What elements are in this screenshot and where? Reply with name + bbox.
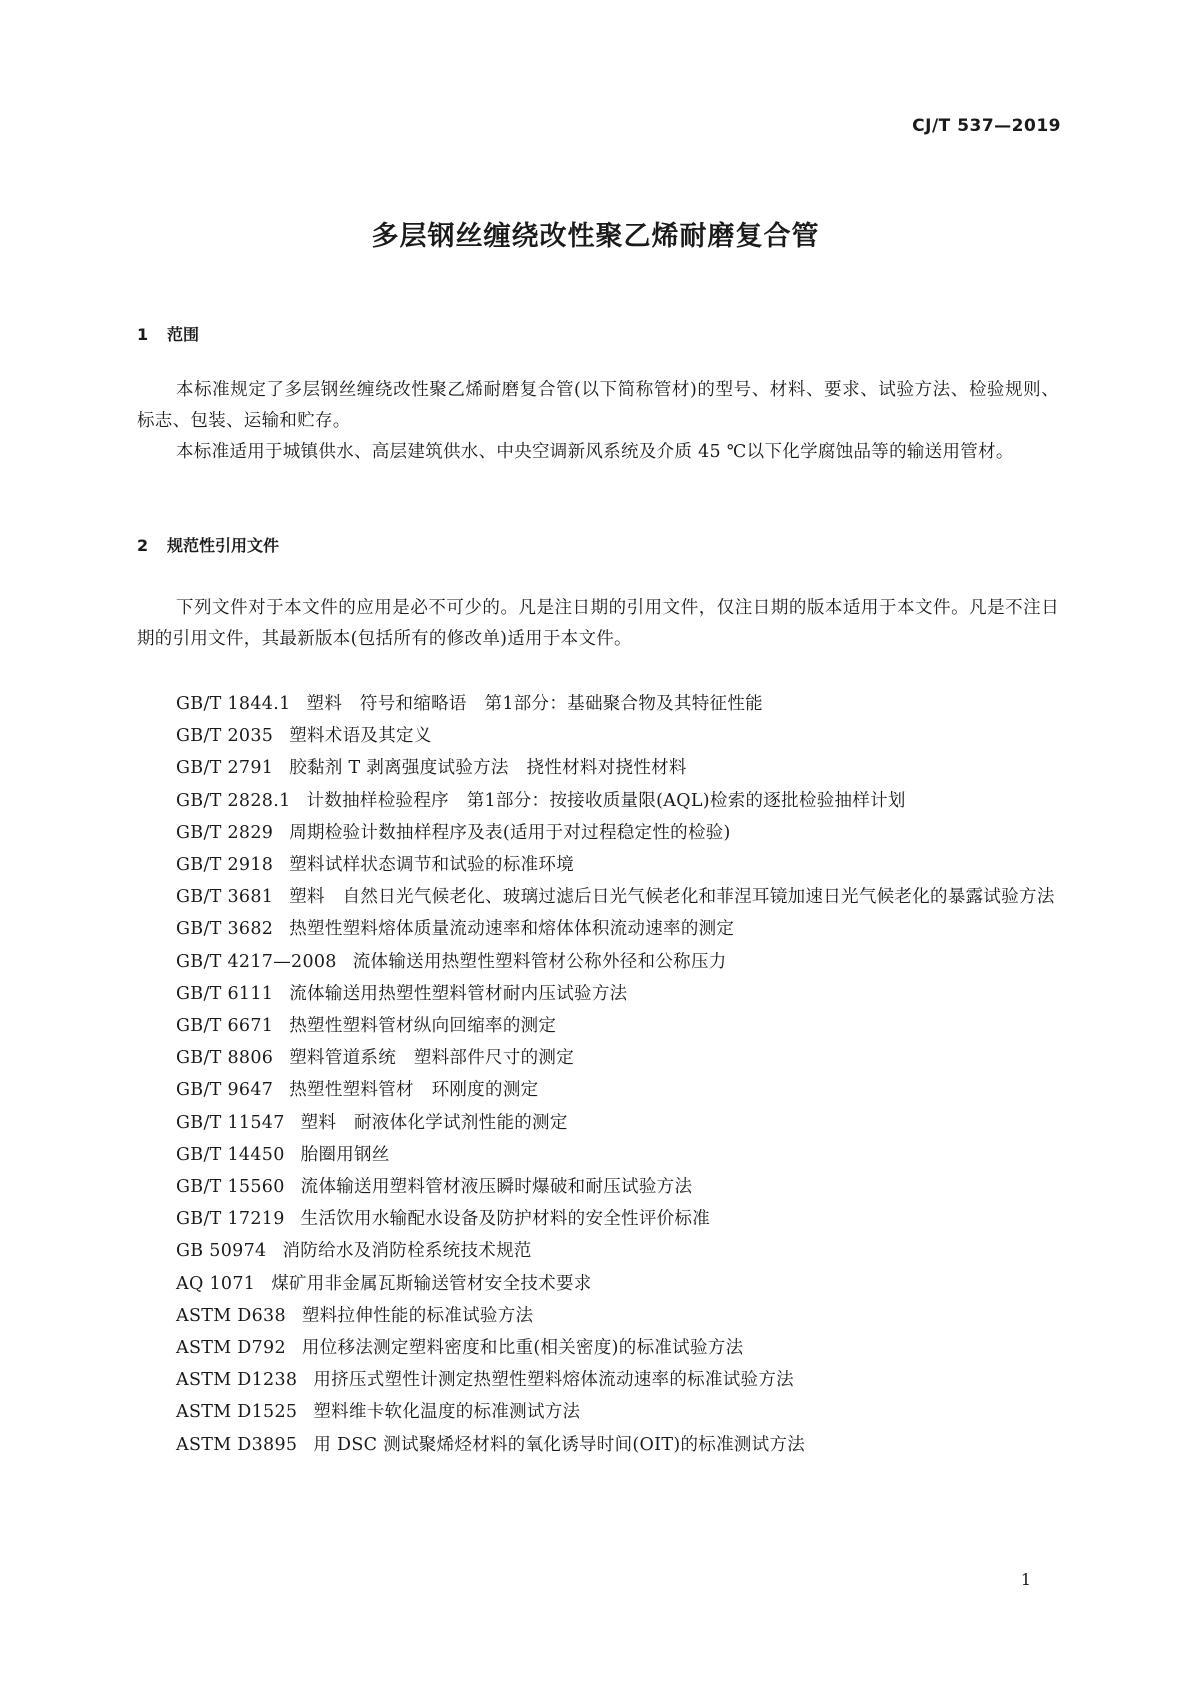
reference-code: ASTM D638 xyxy=(176,1305,286,1326)
reference-code: GB/T 17219 xyxy=(176,1209,285,1230)
reference-item xyxy=(137,1203,1059,1235)
reference-title: 塑料 符号和缩略语 第1部分：基础聚合物及其特征性能 xyxy=(306,694,763,714)
reference-title: 热塑性塑料管材纵向回缩率的测定 xyxy=(289,1016,557,1037)
reference-code: GB/T 4217—2008 xyxy=(176,951,337,972)
reference-item xyxy=(137,1235,1059,1267)
reference-code: GB/T 6111 xyxy=(176,983,274,1004)
reference-item xyxy=(137,1332,1059,1364)
reference-item xyxy=(137,1074,1059,1106)
reference-title: 用 DSC 测试聚烯烃材料的氧化诱导时间(OIT)的标准测试方法 xyxy=(313,1434,806,1455)
reference-title: 热塑性塑料管材 环刚度的测定 xyxy=(289,1080,539,1101)
section-number: 1 xyxy=(137,325,149,344)
reference-item xyxy=(137,752,1059,784)
reference-code: GB/T 11547 xyxy=(176,1112,285,1133)
reference-item xyxy=(137,849,1059,881)
reference-code: ASTM D1525 xyxy=(176,1402,298,1423)
reference-item xyxy=(137,817,1059,849)
reference-title: 塑料术语及其定义 xyxy=(289,726,432,747)
reference-item xyxy=(137,1042,1059,1074)
section-1-paragraph: 本标准规定了多层钢丝缠绕改性聚乙烯耐磨复合管(以下简称管材)的型号、材料、要求、试验方法、检验规则、标志、包装、运输和贮存。 xyxy=(137,380,1059,431)
reference-code: GB/T 9647 xyxy=(176,1080,274,1101)
section-number: 2 xyxy=(137,536,149,555)
reference-code: GB/T 2035 xyxy=(176,726,274,747)
reference-title: 流体输送用热塑性塑料管材耐内压试验方法 xyxy=(289,983,628,1004)
section-title: 范围 xyxy=(167,325,200,344)
document-title: 多层钢丝缠绕改性聚乙烯耐磨复合管 xyxy=(371,221,820,252)
section-2-heading xyxy=(137,533,279,556)
reference-title: 用挤压式塑性计测定热塑性塑料熔体流动速率的标准试验方法 xyxy=(313,1370,794,1391)
reference-code: GB/T 2791 xyxy=(176,758,274,779)
reference-item xyxy=(137,1107,1059,1139)
reference-item xyxy=(137,688,1059,720)
reference-title: 生活饮用水输配水设备及防护材料的安全性评价标准 xyxy=(300,1209,711,1230)
reference-list xyxy=(137,688,1059,1461)
reference-code: GB/T 6671 xyxy=(176,1016,274,1037)
reference-title: 胎圈用钢丝 xyxy=(300,1144,390,1165)
reference-title: 计数抽样检验程序 第1部分：按接收质量限(AQL)检索的逐批检验抽样计划 xyxy=(306,790,906,811)
reference-item xyxy=(137,1010,1059,1042)
reference-code: GB/T 3682 xyxy=(176,919,274,940)
standard-code: CJ/T 537—2019 xyxy=(912,116,1061,136)
reference-title: 热塑性塑料熔体质量流动速率和熔体体积流动速率的测定 xyxy=(289,919,735,940)
reference-title: 塑料试样状态调节和试验的标准环境 xyxy=(289,855,575,876)
reference-item xyxy=(137,1268,1059,1300)
reference-code: ASTM D3895 xyxy=(176,1434,298,1455)
reference-code: GB/T 15560 xyxy=(176,1177,285,1198)
reference-title: 消防给水及消防栓系统技术规范 xyxy=(282,1241,532,1262)
reference-title: 流体输送用热塑性塑料管材公称外径和公称压力 xyxy=(352,951,727,972)
reference-item xyxy=(137,785,1059,817)
reference-title: 塑料管道系统 塑料部件尺寸的测定 xyxy=(289,1048,575,1069)
reference-item xyxy=(137,881,1059,913)
reference-title: 塑料拉伸性能的标准试验方法 xyxy=(301,1305,534,1326)
reference-code: GB/T 14450 xyxy=(176,1144,285,1165)
reference-title: 塑料 耐液体化学试剂性能的测定 xyxy=(300,1112,568,1133)
reference-code: GB/T 8806 xyxy=(176,1048,274,1069)
reference-item xyxy=(137,913,1059,945)
section-1-heading xyxy=(137,322,199,345)
reference-code: GB 50974 xyxy=(176,1241,267,1262)
reference-code: GB/T 2828.1 xyxy=(176,790,291,811)
reference-item xyxy=(137,1300,1059,1332)
reference-code: GB/T 3681 xyxy=(176,887,274,908)
reference-item xyxy=(137,1396,1059,1428)
reference-title: 周期检验计数抽样程序及表(适用于对过程稳定性的检验) xyxy=(289,822,731,843)
section-2-intro: 下列文件对于本文件的应用是必不可少的。凡是注日期的引用文件，仅注日期的版本适用于本文件。凡是不注日期的引用文件，其最新版本(包括所有的修改单)适用于本文件。 xyxy=(137,598,1059,649)
reference-title: 塑料维卡软化温度的标准测试方法 xyxy=(313,1402,581,1423)
reference-code: ASTM D1238 xyxy=(176,1370,298,1391)
reference-item xyxy=(137,1171,1059,1203)
reference-code: AQ 1071 xyxy=(176,1273,256,1294)
reference-title: 煤矿用非金属瓦斯输送管材安全技术要求 xyxy=(271,1273,592,1294)
reference-code: GB/T 1844.1 xyxy=(176,694,291,714)
reference-title: 用位移法测定塑料密度和比重(相关密度)的标准试验方法 xyxy=(301,1338,744,1359)
section-1-paragraph: 本标准适用于城镇供水、高层建筑供水、中央空调新风系统及介质 45 ℃以下化学腐蚀品等的输送用管材。 xyxy=(176,442,1014,462)
reference-item xyxy=(137,978,1059,1010)
reference-code: GB/T 2918 xyxy=(176,855,274,876)
reference-code: ASTM D792 xyxy=(176,1338,286,1359)
reference-item xyxy=(137,720,1059,752)
reference-item xyxy=(137,1364,1059,1396)
reference-item xyxy=(137,1139,1059,1171)
page-number: 1 xyxy=(1020,1570,1031,1589)
reference-code: GB/T 2829 xyxy=(176,822,274,843)
reference-title: 胶黏剂 T 剥离强度试验方法 挠性材料对挠性材料 xyxy=(289,758,687,779)
reference-item xyxy=(137,1429,1059,1461)
section-title: 规范性引用文件 xyxy=(167,536,280,555)
reference-title: 流体输送用塑料管材液压瞬时爆破和耐压试验方法 xyxy=(300,1177,693,1198)
reference-item xyxy=(137,946,1059,978)
reference-title: 塑料 自然日光气候老化、玻璃过滤后日光气候老化和菲涅耳镜加速日光气候老化的暴露试验方法 xyxy=(289,887,1055,908)
